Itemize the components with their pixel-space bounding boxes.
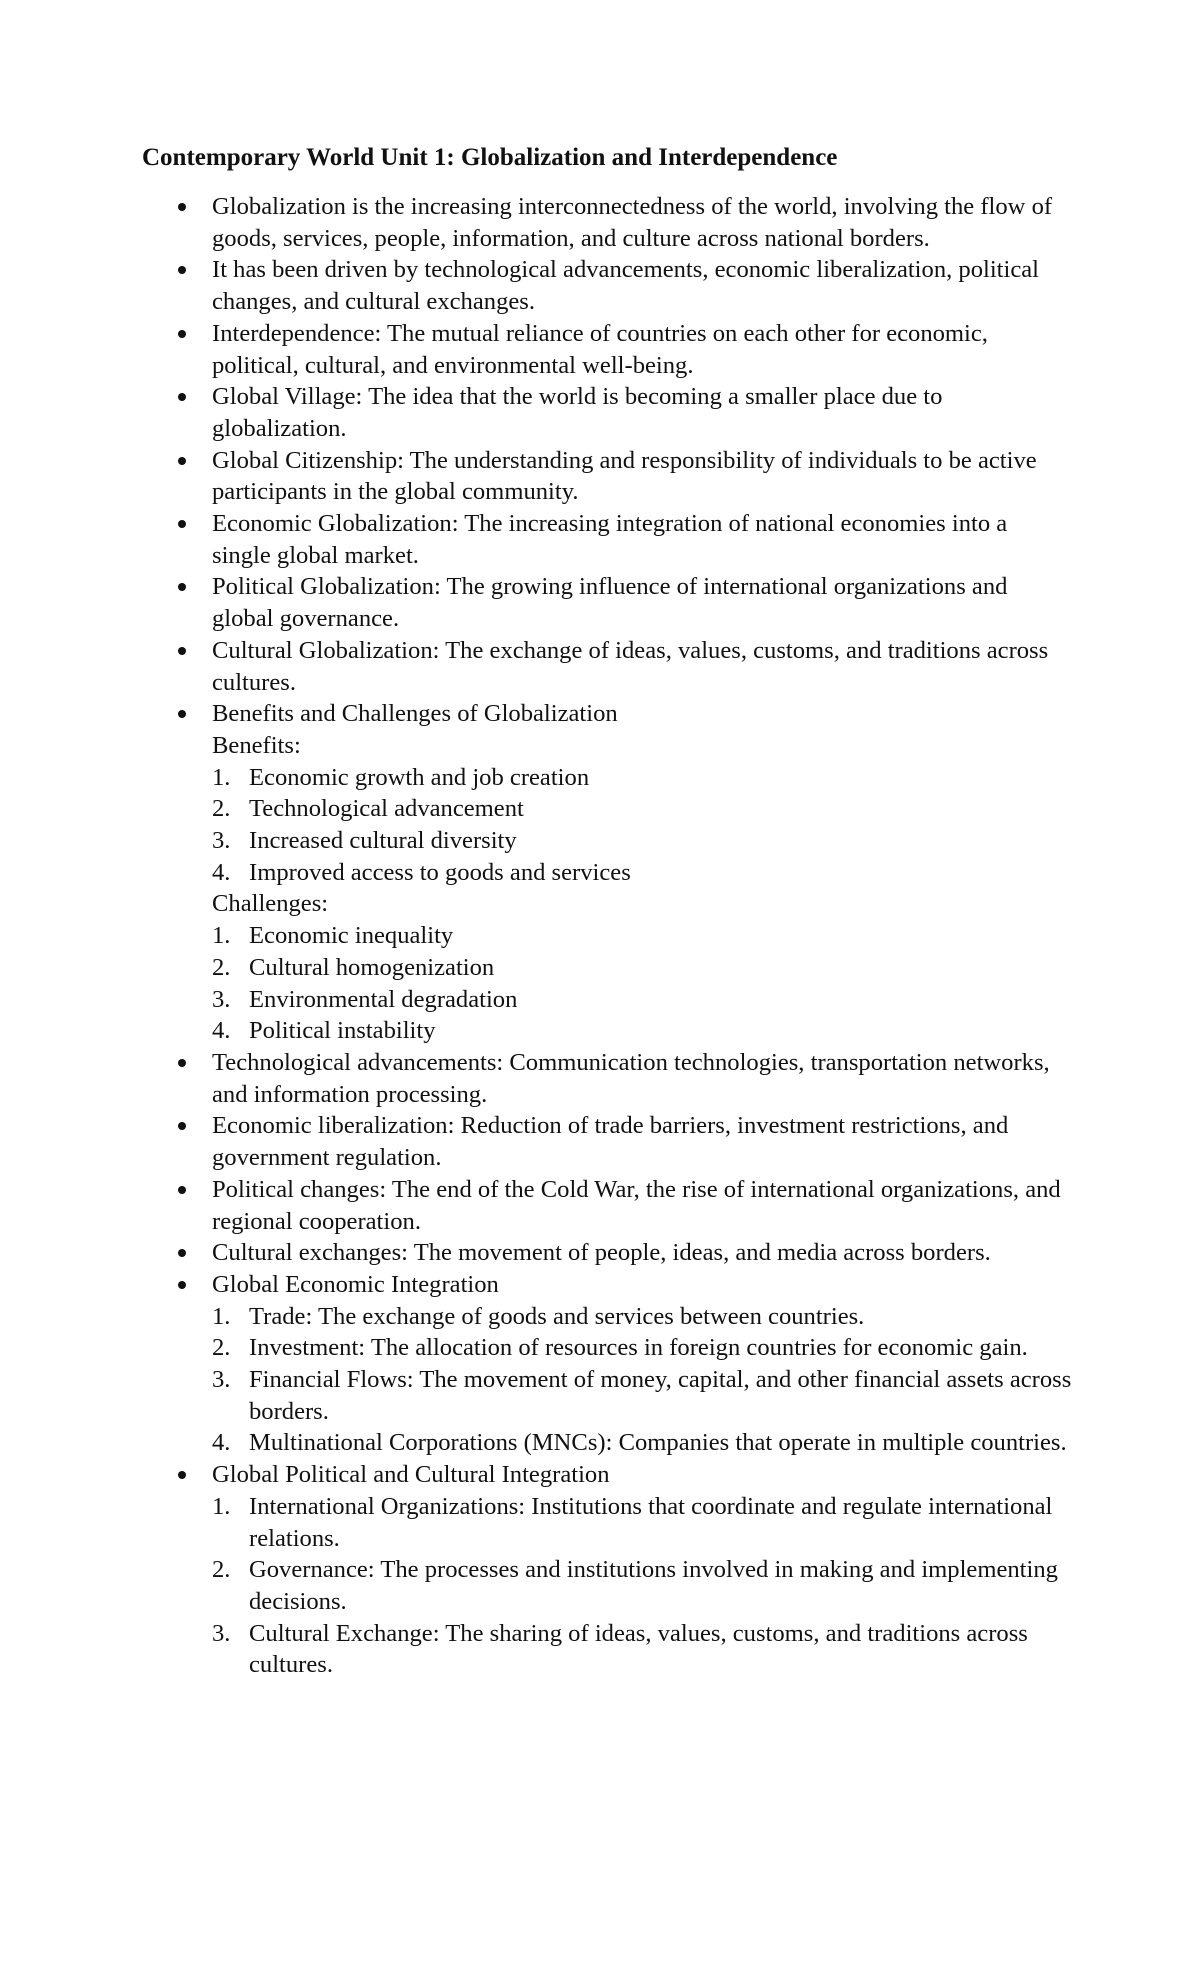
item-text: Trade: The exchange of goods and services between countries. [249,1302,865,1330]
bullet-text: Economic liberalization: Reduction of trade barriers, investment restrictions, and government regulation. [212,1112,1009,1172]
item-number: 2. [212,1334,231,1362]
item-number: 3. [212,1366,231,1394]
item-number: 3. [212,985,231,1013]
bullet-dot-icon [178,393,186,401]
item-text: Cultural Exchange: The sharing of ideas, values, customs, and traditions across cultures. [249,1619,1028,1679]
bullet-dot-icon [178,1186,186,1194]
item-number: 1. [212,1492,231,1520]
bullet-item [0,635,1072,698]
bullet-dot-icon [178,266,186,274]
item-number: 4. [212,1017,231,1045]
item-text: Financial Flows: The movement of money, capital, and other financial assets across borders. [249,1366,1072,1425]
item-number: 4. [212,1429,231,1457]
bullet-dot-icon [178,583,186,591]
bullet-item [0,1237,1072,1269]
bullet-dot-icon [178,203,186,211]
numbered-item [212,920,1072,952]
bullet-item [0,381,1072,444]
item-number: 3. [212,1619,231,1647]
bullet-text: Political Globalization: The growing influence of international organizations and global governance. [212,573,1008,633]
numbered-item [212,762,1072,794]
numbered-item [212,1364,1072,1427]
item-number: 3. [212,827,231,855]
bullet-text: Economic Globalization: The increasing integration of national economies into a single global market. [212,510,1008,569]
bullet-item-political-cultural-integration [0,1459,1072,1681]
item-text: Governance: The processes and institutions involved in making and implementing decisions. [249,1556,1058,1615]
bullet-dot-icon [178,1122,186,1130]
page-title: Contemporary World Unit 1: Globalization and Interdependence [142,144,838,171]
bullet-text: Globalization is the increasing interconnectedness of the world, involving the flow of goods, services, people, information, and culture across national borders. [212,193,1053,252]
item-text: Economic inequality [249,922,454,950]
bullet-dot-icon [178,330,186,338]
bullet-dot-icon [178,1281,186,1289]
item-text: Economic growth and job creation [249,763,590,791]
numbered-item [212,1554,1072,1617]
bullet-dot-icon [178,647,186,655]
item-number: 2. [212,795,231,823]
item-text: Technological advancement [249,795,524,823]
item-text: Political instability [249,1017,436,1045]
bullet-dot-icon [178,1249,186,1257]
item-text: Multinational Corporations (MNCs): Companies that operate in multiple countries. [249,1429,1067,1457]
bullet-text: Global Citizenship: The understanding and responsibility of individuals to be active participants in the global community. [212,446,1037,506]
bullet-item-economic-integration [0,1269,1072,1459]
bullet-dot-icon [178,1059,186,1067]
bullet-text: Global Economic Integration [212,1270,499,1298]
bullet-item [0,1174,1072,1237]
challenges-label: Challenges: [212,890,329,918]
item-text: Investment: The allocation of resources in foreign countries for economic gain. [249,1334,1028,1362]
numbered-item [212,1427,1072,1459]
numbered-item [212,1301,1072,1333]
bullet-item [0,318,1072,381]
bullet-text: Interdependence: The mutual reliance of countries on each other for economic, political, cultural, and environmental well-being. [212,319,988,379]
bullet-text: Global Village: The idea that the world is becoming a smaller place due to globalization. [212,383,943,442]
item-number: 1. [212,1302,231,1330]
bullet-dot-icon [178,457,186,465]
item-number: 2. [212,1556,231,1584]
bullet-item [0,508,1072,571]
item-text: Cultural homogenization [249,953,495,981]
numbered-item [212,1332,1072,1364]
numbered-item [212,793,1072,825]
numbered-item [212,952,1072,984]
bullet-list [0,191,1200,1681]
bullet-item [0,191,1072,254]
item-text: Increased cultural diversity [249,827,517,855]
numbered-item [212,1618,1072,1681]
bullet-text: Technological advancements: Communication technologies, transportation networks, and information processing. [212,1048,1050,1108]
item-number: 2. [212,953,231,981]
item-text: Improved access to goods and services [249,858,631,886]
item-text: International Organizations: Institutions that coordinate and regulate international relations. [249,1492,1053,1552]
bullet-dot-icon [178,710,186,718]
bullet-text: Global Political and Cultural Integration [212,1461,610,1489]
bullet-dot-icon [178,520,186,528]
numbered-item [212,825,1072,857]
bullet-text: Cultural Globalization: The exchange of ideas, values, customs, and traditions across cultures. [212,636,1049,696]
numbered-item [212,1491,1072,1554]
numbered-item [212,857,1072,889]
numbered-item [212,1015,1072,1047]
item-number: 1. [212,922,231,950]
bullet-item [0,445,1072,508]
bullet-item [0,1110,1072,1173]
bullet-dot-icon [178,1471,186,1479]
item-number: 4. [212,858,231,886]
bullet-text: Benefits and Challenges of Globalization [212,700,618,728]
bullet-item [0,254,1072,317]
benefits-label: Benefits: [212,731,301,759]
item-text: Environmental degradation [249,985,518,1013]
bullet-item [0,571,1072,634]
numbered-item [212,984,1072,1016]
bullet-text: Political changes: The end of the Cold War, the rise of international organizations, and regional cooperation. [212,1175,1061,1235]
bullet-item [0,1047,1072,1110]
item-number: 1. [212,763,231,791]
bullet-text: Cultural exchanges: The movement of people, ideas, and media across borders. [212,1239,991,1267]
bullet-text: It has been driven by technological advancements, economic liberalization, political changes, and cultural exchanges. [212,256,1040,316]
bullet-item-benefits-challenges [0,698,1072,1047]
